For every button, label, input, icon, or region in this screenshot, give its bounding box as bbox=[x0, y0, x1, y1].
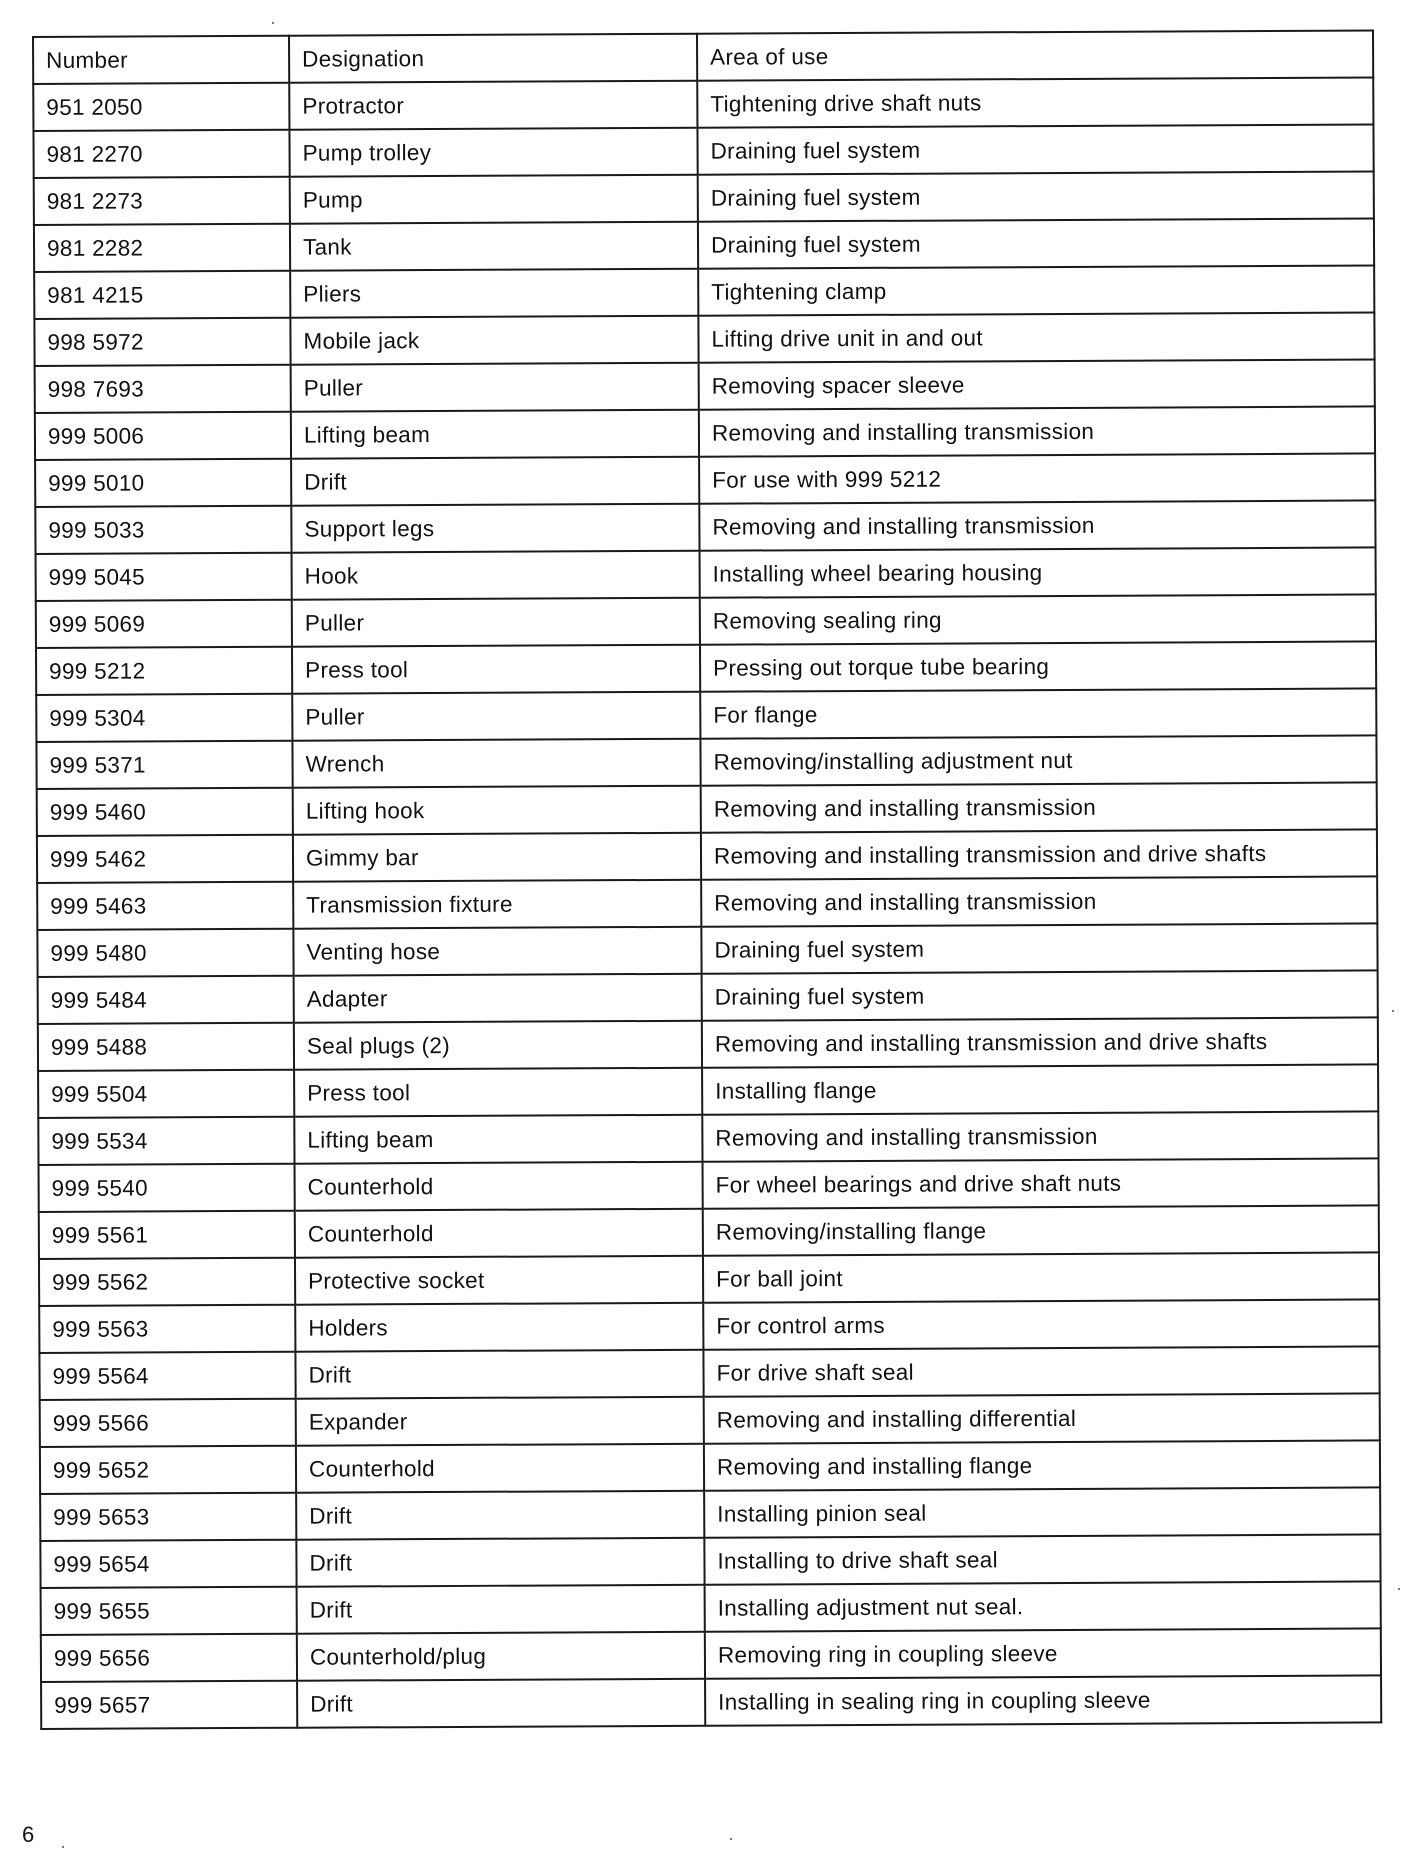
cell-designation: Lifting hook bbox=[293, 786, 701, 835]
cell-area-of-use: Removing/installing adjustment nut bbox=[700, 735, 1376, 785]
cell-designation: Counterhold bbox=[295, 1162, 703, 1211]
header-designation: Designation bbox=[289, 34, 697, 83]
table-row bbox=[36, 641, 1376, 695]
cell-area-of-use: For drive shaft seal bbox=[703, 1346, 1379, 1396]
cell-area-of-use: Removing/installing flange bbox=[703, 1205, 1379, 1255]
table-row bbox=[34, 171, 1374, 225]
table-row bbox=[38, 1017, 1378, 1071]
cell-designation: Holders bbox=[295, 1303, 703, 1352]
cell-number: 999 5561 bbox=[39, 1211, 295, 1259]
table-row bbox=[36, 688, 1376, 742]
table-row bbox=[36, 735, 1376, 789]
header-number: Number bbox=[33, 36, 289, 84]
cell-number: 999 5564 bbox=[39, 1352, 295, 1400]
cell-designation: Pliers bbox=[290, 269, 698, 318]
table-row bbox=[35, 359, 1375, 413]
cell-designation: Puller bbox=[291, 363, 699, 412]
cell-designation: Drift bbox=[291, 457, 699, 506]
cell-designation: Gimmy bar bbox=[293, 833, 701, 882]
table-row bbox=[37, 782, 1377, 836]
cell-area-of-use: Removing and installing transmission bbox=[701, 782, 1377, 832]
table-row bbox=[41, 1581, 1381, 1635]
table-row bbox=[37, 923, 1377, 977]
table-row bbox=[40, 1534, 1380, 1588]
cell-number: 999 5656 bbox=[41, 1634, 297, 1682]
cell-area-of-use: Pressing out torque tube bearing bbox=[700, 641, 1376, 691]
cell-number: 999 5540 bbox=[39, 1164, 295, 1212]
cell-area-of-use: Removing and installing transmission bbox=[702, 1111, 1378, 1161]
cell-area-of-use: For control arms bbox=[703, 1299, 1379, 1349]
cell-designation: Venting hose bbox=[293, 927, 701, 976]
cell-area-of-use: Removing ring in coupling sleeve bbox=[705, 1628, 1381, 1678]
table-row bbox=[35, 406, 1375, 460]
scan-speck bbox=[62, 1846, 64, 1848]
table-row bbox=[39, 1158, 1379, 1212]
cell-number: 999 5462 bbox=[37, 835, 293, 883]
table-row bbox=[38, 1064, 1378, 1118]
table-row bbox=[39, 1346, 1379, 1400]
cell-designation: Drift bbox=[296, 1491, 704, 1540]
table-row bbox=[38, 1111, 1378, 1165]
cell-area-of-use: Removing and installing differential bbox=[704, 1393, 1380, 1443]
cell-designation: Support legs bbox=[291, 504, 699, 553]
cell-number: 999 5371 bbox=[36, 741, 292, 789]
table-row bbox=[34, 218, 1374, 272]
cell-area-of-use: Draining fuel system bbox=[697, 124, 1373, 174]
cell-area-of-use: For use with 999 5212 bbox=[699, 453, 1375, 503]
cell-designation: Pump bbox=[290, 175, 698, 224]
cell-area-of-use: Lifting drive unit in and out bbox=[698, 312, 1374, 362]
cell-designation: Hook bbox=[292, 551, 700, 600]
page-number: 6 bbox=[22, 1822, 35, 1847]
table-row bbox=[37, 876, 1377, 930]
cell-number: 999 5212 bbox=[36, 647, 292, 695]
cell-number: 999 5488 bbox=[38, 1023, 294, 1071]
cell-designation: Protective socket bbox=[295, 1256, 703, 1305]
table-row bbox=[39, 1299, 1379, 1353]
cell-designation: Mobile jack bbox=[290, 316, 698, 365]
cell-designation: Press tool bbox=[294, 1068, 702, 1117]
cell-number: 999 5010 bbox=[35, 459, 291, 507]
cell-area-of-use: Draining fuel system bbox=[698, 171, 1374, 221]
table-row bbox=[35, 500, 1375, 554]
cell-designation: Protractor bbox=[289, 81, 697, 130]
cell-number: 999 5033 bbox=[35, 506, 291, 554]
table-row bbox=[40, 1393, 1380, 1447]
cell-area-of-use: Removing sealing ring bbox=[700, 594, 1376, 644]
table-row bbox=[33, 124, 1373, 178]
cell-designation: Seal plugs (2) bbox=[294, 1021, 702, 1070]
cell-number: 981 2273 bbox=[34, 177, 290, 225]
cell-number: 999 5484 bbox=[38, 976, 294, 1024]
table-row bbox=[37, 829, 1377, 883]
cell-designation: Expander bbox=[296, 1397, 704, 1446]
cell-area-of-use: For ball joint bbox=[703, 1252, 1379, 1302]
cell-area-of-use: For wheel bearings and drive shaft nuts bbox=[703, 1158, 1379, 1208]
table-row bbox=[34, 312, 1374, 366]
table-row bbox=[33, 77, 1373, 131]
cell-number: 999 5562 bbox=[39, 1258, 295, 1306]
cell-area-of-use: Removing and installing transmission bbox=[699, 406, 1375, 456]
table-row bbox=[34, 265, 1374, 319]
cell-area-of-use: For flange bbox=[700, 688, 1376, 738]
cell-designation: Counterhold bbox=[296, 1444, 704, 1493]
cell-number: 999 5480 bbox=[37, 929, 293, 977]
cell-area-of-use: Installing to drive shaft seal bbox=[704, 1534, 1380, 1584]
cell-designation: Drift bbox=[295, 1350, 703, 1399]
cell-number: 981 2270 bbox=[33, 130, 289, 178]
cell-designation: Press tool bbox=[292, 645, 700, 694]
cell-number: 999 5006 bbox=[35, 412, 291, 460]
cell-number: 999 5069 bbox=[36, 600, 292, 648]
cell-designation: Tank bbox=[290, 222, 698, 271]
cell-designation: Puller bbox=[292, 692, 700, 741]
cell-designation: Pump trolley bbox=[289, 128, 697, 177]
table-row bbox=[39, 1252, 1379, 1306]
cell-number: 999 5657 bbox=[41, 1681, 297, 1729]
cell-designation: Transmission fixture bbox=[293, 880, 701, 929]
cell-area-of-use: Draining fuel system bbox=[698, 218, 1374, 268]
cell-number: 981 2282 bbox=[34, 224, 290, 272]
cell-number: 998 7693 bbox=[35, 365, 291, 413]
cell-area-of-use: Installing pinion seal bbox=[704, 1487, 1380, 1537]
cell-designation: Lifting beam bbox=[294, 1115, 702, 1164]
cell-designation: Drift bbox=[297, 1679, 705, 1728]
cell-number: 999 5045 bbox=[36, 553, 292, 601]
cell-number: 999 5654 bbox=[40, 1540, 296, 1588]
cell-number: 999 5653 bbox=[40, 1493, 296, 1541]
cell-designation: Wrench bbox=[292, 739, 700, 788]
cell-number: 999 5460 bbox=[37, 788, 293, 836]
cell-area-of-use: Tightening clamp bbox=[698, 265, 1374, 315]
cell-area-of-use: Removing and installing transmission and drive shafts bbox=[701, 829, 1377, 879]
cell-area-of-use: Removing spacer sleeve bbox=[699, 359, 1375, 409]
cell-area-of-use: Removing and installing flange bbox=[704, 1440, 1380, 1490]
cell-designation: Adapter bbox=[294, 974, 702, 1023]
cell-number: 999 5652 bbox=[40, 1446, 296, 1494]
cell-designation: Puller bbox=[292, 598, 700, 647]
cell-area-of-use: Installing wheel bearing housing bbox=[700, 547, 1376, 597]
cell-number: 999 5534 bbox=[38, 1117, 294, 1165]
cell-area-of-use: Installing flange bbox=[702, 1064, 1378, 1114]
cell-area-of-use: Draining fuel system bbox=[702, 970, 1378, 1020]
cell-designation: Counterhold bbox=[295, 1209, 703, 1258]
special-tools-table bbox=[32, 29, 1382, 1730]
table-row bbox=[41, 1675, 1381, 1729]
cell-area-of-use: Tightening drive shaft nuts bbox=[697, 77, 1373, 127]
cell-area-of-use: Draining fuel system bbox=[701, 923, 1377, 973]
table-header bbox=[33, 30, 1373, 84]
cell-number: 999 5655 bbox=[41, 1587, 297, 1635]
table-row bbox=[39, 1205, 1379, 1259]
cell-number: 999 5563 bbox=[39, 1305, 295, 1353]
cell-number: 999 5504 bbox=[38, 1070, 294, 1118]
special-tools-table-container bbox=[32, 29, 1380, 1730]
scan-speck bbox=[730, 1838, 732, 1840]
scan-speck bbox=[1392, 1010, 1394, 1012]
cell-number: 951 2050 bbox=[33, 83, 289, 131]
cell-area-of-use: Removing and installing transmission bbox=[699, 500, 1375, 550]
cell-designation: Drift bbox=[296, 1538, 704, 1587]
cell-number: 999 5566 bbox=[40, 1399, 296, 1447]
cell-designation: Lifting beam bbox=[291, 410, 699, 459]
cell-area-of-use: Installing adjustment nut seal. bbox=[705, 1581, 1381, 1631]
cell-area-of-use: Removing and installing transmission and drive shafts bbox=[702, 1017, 1378, 1067]
cell-designation: Drift bbox=[297, 1585, 705, 1634]
cell-number: 999 5304 bbox=[36, 694, 292, 742]
table-body bbox=[33, 77, 1381, 1729]
table-row bbox=[36, 594, 1376, 648]
cell-designation: Counterhold/plug bbox=[297, 1632, 705, 1681]
table-row bbox=[40, 1487, 1380, 1541]
cell-number: 981 4215 bbox=[34, 271, 290, 319]
table-row bbox=[41, 1628, 1381, 1682]
table-row bbox=[40, 1440, 1380, 1494]
cell-number: 998 5972 bbox=[34, 318, 290, 366]
table-row bbox=[38, 970, 1378, 1024]
header-row bbox=[33, 30, 1373, 84]
cell-number: 999 5463 bbox=[37, 882, 293, 930]
cell-area-of-use: Installing in sealing ring in coupling sleeve bbox=[705, 1675, 1381, 1725]
header-area-of-use: Area of use bbox=[697, 30, 1373, 80]
scan-speck bbox=[272, 22, 274, 24]
scan-speck bbox=[1398, 1588, 1400, 1590]
table-row bbox=[35, 453, 1375, 507]
table-row bbox=[36, 547, 1376, 601]
cell-area-of-use: Removing and installing transmission bbox=[701, 876, 1377, 926]
